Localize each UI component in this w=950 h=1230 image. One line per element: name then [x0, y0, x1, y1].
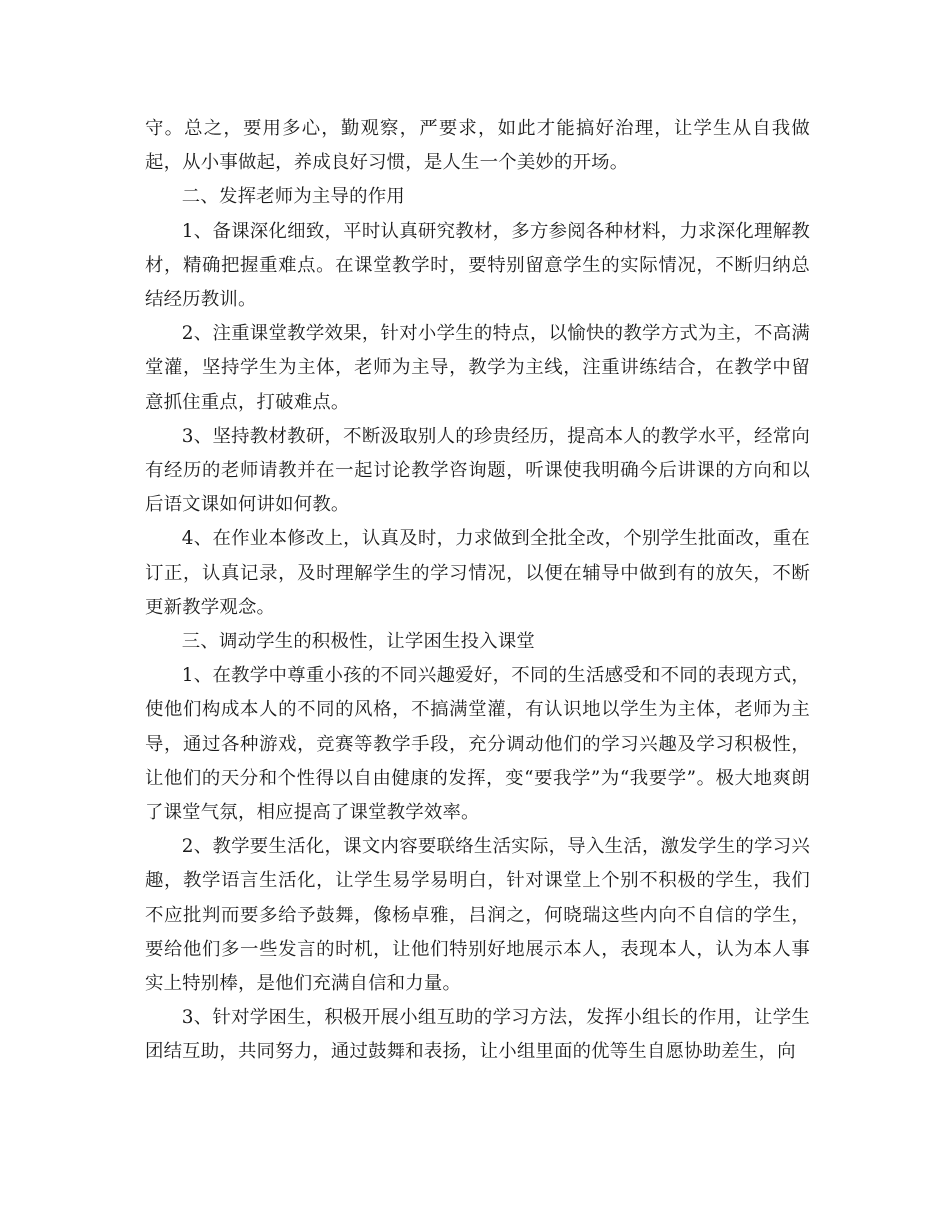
paragraph-item-4: 4、在作业本修改上，认真及时，力求做到全批全改，个别学生批面改，重在订正，认真记录，及时理解学生的学习情况，以便在辅导中做到有的放矢，不断更新教学观念。: [145, 528, 810, 618]
section-heading-2: 二、发挥老师为主导的作用: [181, 186, 405, 208]
paragraph-continuation: 守。总之，要用多心，勤观察，严要求，如此才能搞好治理，让学生从自我做起，从小事做起，养成良好习惯，是人生一个美妙的开场。: [145, 118, 810, 174]
paragraph-item-3: 3、针对学困生，积极开展小组互助的学习方法，发挥小组长的作用，让学生团结互助，共同努力，通过鼓舞和表扬，让小组里面的优等生自愿协助差生，向: [145, 1007, 810, 1063]
paragraph-item-2: 2、教学要生活化，课文内容要联络生活实际，导入生活，激发学生的学习兴趣，教学语言生活化，让学生易学易明白，针对课堂上个别不积极的学生，我们不应批判而要多给予鼓舞，像杨卓雅，吕润之，何晓瑞这些内向不自信的学生，要给他们多一些发言的时机，让他们特别好地展示本人，表现本人，认为本人事实上特别棒，是他们充满自信和力量。: [145, 836, 810, 995]
paragraph-item-2: 2、注重课堂教学效果，针对小学生的特点，以愉快的教学方式为主，不高满堂灌，坚持学生为主体，老师为主导，教学为主线，注重讲练结合，在教学中留意抓住重点，打破难点。: [145, 323, 810, 413]
document-page: [145, 112, 810, 1070]
paragraph-item-1: 1、备课深化细致，平时认真研究教材，多方参阅各种材料，力求深化理解教材，精确把握重难点。在课堂教学时，要特别留意学生的实际情况，不断归纳总结经历教训。: [145, 220, 810, 311]
section-heading-3: 三、调动学生的积极性，让学困生投入课堂: [181, 631, 536, 653]
paragraph-item-3: 3、坚持教材教研，不断汲取别人的珍贵经历，提高本人的教学水平，经常向有经历的老师请教并在一起讨论教学咨询题，听课使我明确今后讲课的方向和以后语文课如何讲如何教。: [145, 425, 810, 516]
paragraph-item-1: 1、在教学中尊重小孩的不同兴趣爱好，不同的生活感受和不同的表现方式，使他们构成本人的不同的风格，不搞满堂灌，有认识地以学生为主体，老师为主导，通过各种游戏，竞赛等教学手段，充分调动他们的学习兴趣及学习积极性，让他们的天分和个性得以自由健康的发挥，变“要我学”为“我要学”。极大地爽朗了课堂气氛，相应提高了课堂教学效率。: [145, 665, 810, 824]
